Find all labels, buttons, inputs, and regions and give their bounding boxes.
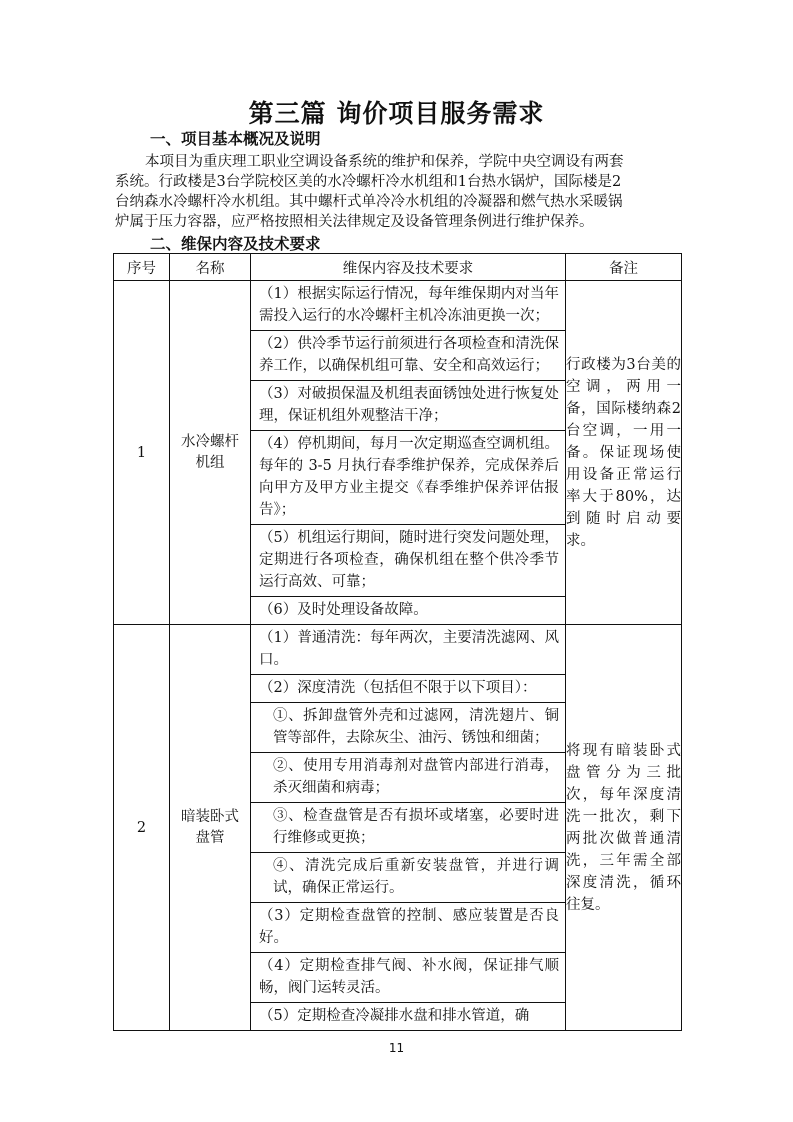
row-name — [170, 625, 251, 1031]
content-item: （1）根据实际运行情况，每年维保期内对当年需投入运行的水冷螺杆主机冷冻油更换一次； — [251, 281, 565, 331]
section-heading-maintenance: 二、维保内容及技术要求 — [150, 235, 321, 253]
content-item: ④、清洗完成后重新安装盘管，并进行调试，确保正常运行。 — [251, 853, 565, 903]
row-content — [251, 625, 566, 1031]
header-name: 名称 — [170, 254, 251, 281]
content-item: （3）对破损保温及机组表面锈蚀处进行恢复处理，保证机组外观整洁干净； — [251, 381, 565, 431]
table-header-row — [114, 254, 682, 281]
intro-line: 系统。行政楼是3台学院校区美的水冷螺杆冷水机组和1台热水锅炉，国际楼是2 — [115, 174, 622, 190]
table-row — [114, 281, 682, 625]
section-heading-overview: 一、项目基本概况及说明 — [150, 130, 321, 148]
row-remark: 行政楼为3台美的空调，两用一备，国际楼纳森2台空调，一用一备。保证现场使用设备正常运行率大于80%，达到随时启动要求。 — [566, 281, 682, 625]
table-row — [114, 625, 682, 1031]
intro-line: 台纳森水冷螺杆冷水机组。其中螺杆式单冷冷水机组的冷凝器和燃气热水采暖锅 — [115, 194, 623, 210]
row-content — [251, 281, 566, 625]
header-remark: 备注 — [566, 254, 682, 281]
header-content: 维保内容及技术要求 — [251, 254, 566, 281]
row-number: 2 — [114, 625, 170, 1031]
content-item: ①、拆卸盘管外壳和过滤网，清洗翅片、铜管等部件，去除灰尘、油污、锈蚀和细菌； — [251, 703, 565, 753]
content-item: （2）深度清洗（包括但不限于以下项目）： — [251, 675, 565, 703]
row-name-line: 机组 — [195, 454, 225, 471]
content-item: ②、使用专用消毒剂对盘管内部进行消毒，杀灭细菌和病毒； — [251, 753, 565, 803]
maintenance-table — [113, 253, 682, 1031]
row-name-line: 水冷螺杆 — [181, 433, 239, 450]
intro-line: 本项目为重庆理工职业空调设备系统的维护和保养，学院中央空调设有两套 — [145, 154, 624, 170]
page-number: 11 — [388, 1041, 405, 1055]
row-remark: 将现有暗装卧式盘管分为三批次，每年深度清洗一批次，剩下两批次做普通清洗，三年需全部深度清洗，循环往复。 — [566, 625, 682, 1031]
intro-line: 炉属于压力容器，应严格按照相关法律规定及设备管理条例进行维护保养。 — [115, 214, 594, 230]
content-item: （2）供冷季节运行前须进行各项检查和清洗保养工作，以确保机组可靠、安全和高效运行； — [251, 331, 565, 381]
content-item: （4）停机期间，每月一次定期巡查空调机组。每年的 3-5 月执行春季维护保养，完成保养后向甲方及甲方业主提交《春季维护保养评估报告》； — [251, 431, 565, 525]
intro-paragraph — [115, 152, 624, 232]
content-item: （1）普通清洗：每年两次，主要清洗滤网、风口。 — [251, 625, 565, 675]
row-name — [170, 281, 251, 625]
row-name-line: 盘管 — [195, 829, 225, 846]
header-no: 序号 — [114, 254, 170, 281]
content-item: （5）机组运行期间，随时进行突发问题处理，定期进行各项检查，确保机组在整个供冷季节运行高效、可靠； — [251, 525, 565, 597]
content-item: ③、检查盘管是否有损坏或堵塞，必要时进行维修或更换； — [251, 803, 565, 853]
row-name-line: 暗装卧式 — [181, 808, 239, 825]
page-title: 第三篇 询价项目服务需求 — [248, 99, 545, 128]
content-item: （5）定期检查冷凝排水盘和排水管道，确 — [259, 1008, 530, 1024]
content-item: （3）定期检查盘管的控制、感应装置是否良好。 — [251, 903, 565, 953]
row-number: 1 — [114, 281, 170, 625]
content-item: （6）及时处理设备故障。 — [259, 602, 428, 618]
content-item: （4）定期检查排气阀、补水阀，保证排气顺畅，阀门运转灵活。 — [251, 953, 565, 1003]
